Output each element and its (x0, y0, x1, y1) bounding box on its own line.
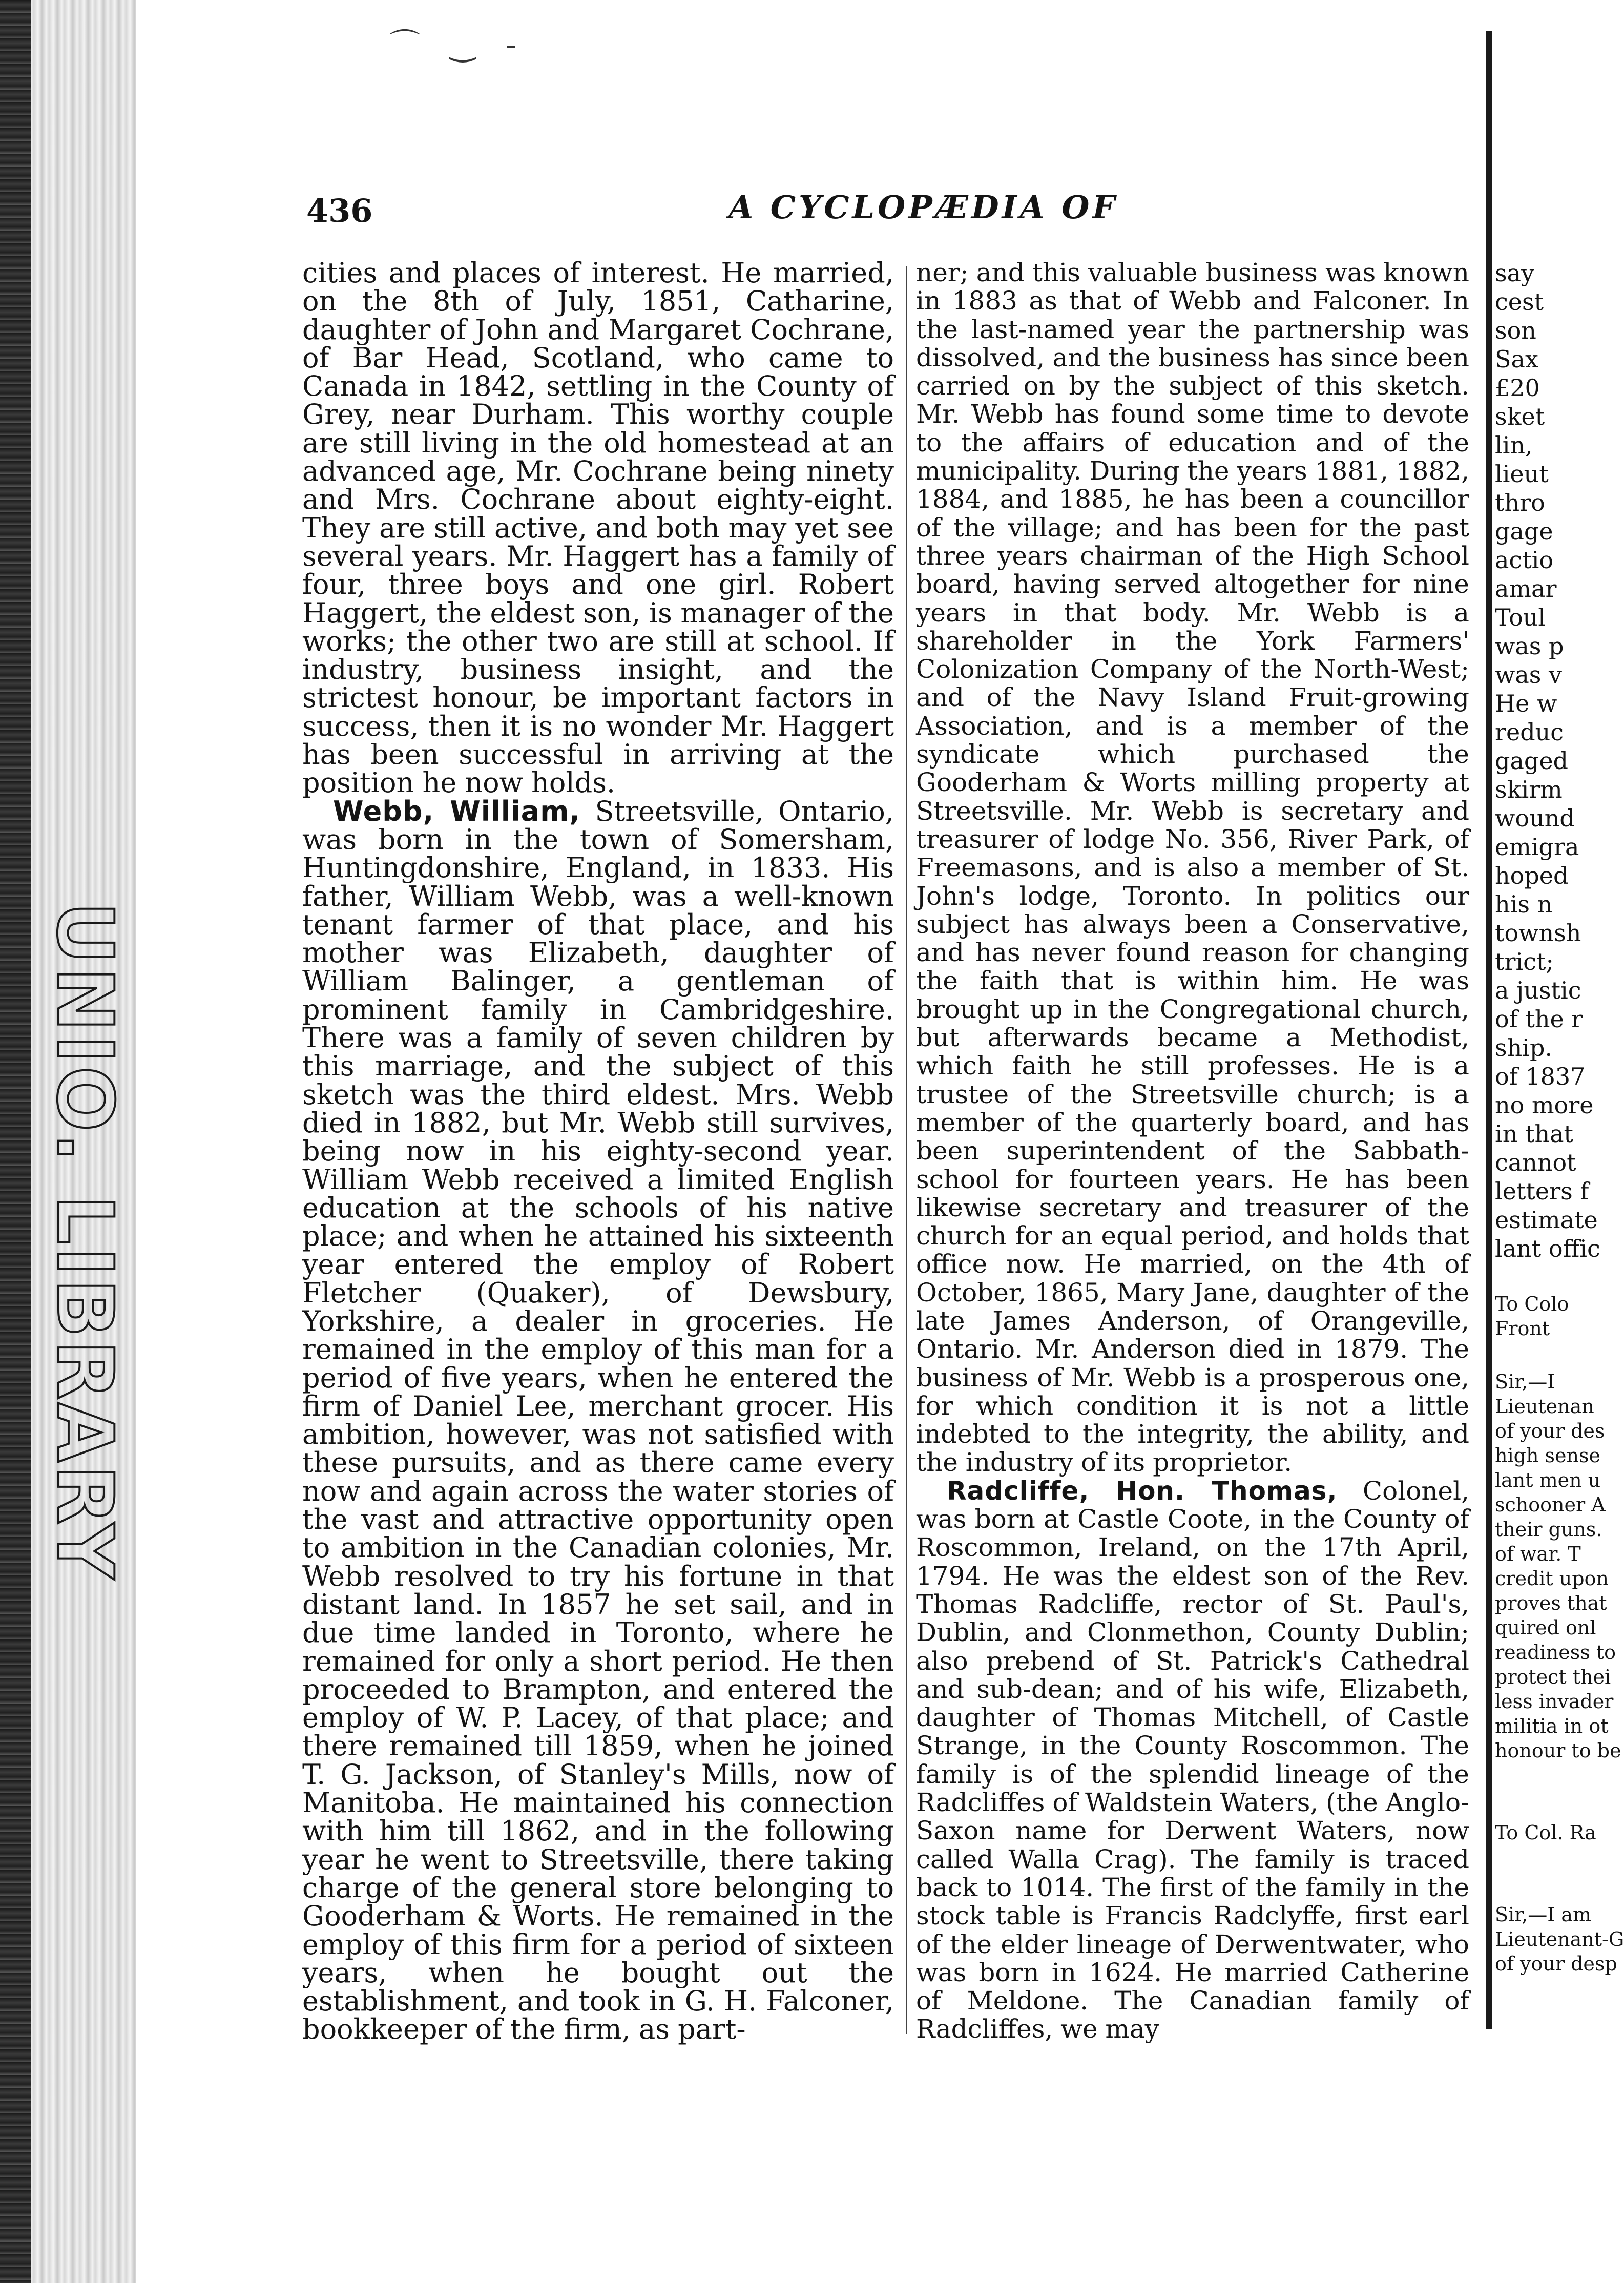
right-fragments-top (1495, 259, 1600, 1263)
text-fragment: less invader (1495, 1690, 1614, 1713)
text-fragment: quired onl (1495, 1616, 1596, 1639)
webb-entry (302, 797, 894, 2044)
middle-column (916, 259, 1469, 2044)
text-fragment: Lieutenant-G (1495, 1928, 1624, 1950)
page-edge-shadow (1486, 31, 1492, 2029)
text-fragment: lant offic (1495, 1235, 1600, 1262)
letter-heading: To Colo (1495, 1293, 1569, 1315)
running-head: A CYCLOPÆDIA OF (728, 189, 1118, 226)
text-fragment: of war. T (1495, 1543, 1581, 1565)
text-fragment: of the r (1495, 1005, 1583, 1033)
haggert-paragraph-end: cities and places of interest. He married, on the 8th of July, 1851, Catharine, daughter of John and Margaret Cochrane, of Bar Head, Scotland, who came to Canada in 1842, settling in the County of Grey, near Durham. This worthy couple are still living in the old homestead at an advanced age, Mr. Cochrane being ninety and Mrs. Cochrane about eighty-eight. They are still active, and both may yet see several years. Mr. Haggert has a family of four, three boys and one girl. Robert Haggert, the eldest son, is manager of the works; the other two are still at school. If industry, business insight, and the strictest honour, be important factors in success, then it is no wonder Mr. Haggert has been successful in arriving at the position he now holds. (302, 257, 894, 799)
text-fragment: credit upon (1495, 1567, 1609, 1590)
right-column-cropped (1495, 259, 1624, 1976)
text-fragment: was v (1495, 661, 1563, 689)
text-fragment: hoped (1495, 862, 1569, 889)
text-fragment: actio (1495, 546, 1554, 574)
text-fragment: thro (1495, 489, 1545, 516)
text-fragment: reduc (1495, 718, 1564, 746)
text-fragment: trict; (1495, 948, 1554, 976)
text-fragment: townsh (1495, 919, 1581, 947)
text-fragment: a justic (1495, 977, 1581, 1004)
text-fragment: cest (1495, 288, 1544, 316)
text-fragment: Sir,—I (1495, 1371, 1555, 1393)
radcliffe-entry-text: Colonel, was born at Castle Coote, in the County of Roscommon, Ireland, on the 17th April, 1794. He was the eldest son of the Rev. Thomas Radcliffe, rector of St. Paul's, Dublin, and Clonmethon, County Dublin; also prebend of St. Patrick's Cathedral and sub-dean; and of his wife, Elizabeth, daughter of Thomas Mitchell, of Castle Strange, in the County Roscommon. The family is of the splendid lineage of the Radcliffes of Waldstein Waters, (the Anglo-Saxon name for Derwent Waters, now called Walla Crag). The family is traced back to 1014. The first of the family in the stock table is Francis Radclyffe, first earl of the elder lineage of Derwentwater, who was born in 1624. He married Catherine of Meldone. The Canadian family of Radcliffes, we may (916, 1476, 1469, 2044)
library-stamp-text: UNIO. LIBRARY (40, 902, 129, 1582)
text-fragment: Sax (1495, 345, 1538, 373)
text-fragment: wound (1495, 804, 1575, 832)
left-column (302, 259, 894, 2044)
page-number: 436 (306, 192, 373, 230)
text-fragment: sket (1495, 403, 1545, 430)
text-fragment: was p (1495, 632, 1564, 660)
text-fragment: cannot (1495, 1149, 1576, 1176)
text-fragment: Lieutenan (1495, 1395, 1594, 1418)
text-fragment: his n (1495, 890, 1553, 918)
text-fragment: He w (1495, 690, 1557, 717)
text-fragment: of your desp (1495, 1953, 1617, 1975)
text-fragment: gaged (1495, 747, 1568, 775)
text-fragment: emigra (1495, 833, 1579, 861)
text-fragment: no more (1495, 1091, 1594, 1119)
column-divider (906, 266, 907, 2034)
text-fragment: lant men u (1495, 1469, 1601, 1491)
text-fragment: gage (1495, 517, 1553, 545)
text-fragment: skirm (1495, 776, 1563, 803)
text-fragment: high sense (1495, 1444, 1600, 1467)
text-fragment: honour to be (1495, 1739, 1621, 1762)
letter-heading: To Col. Ra (1495, 1821, 1596, 1844)
webb-entry-text: Streetsville, Ontario, was born in the town of Somersham, Huntingdonshire, England, in 1833. His father, William Webb, was a well-known tenant farmer of that place, and his mother was Elizabeth, daughter of William Balinger, a gentleman of prominent family in Cambridgeshire. There was a family of seven children by this marriage, and the subject of this sketch was the third eldest. Mrs. Webb died in 1882, but Mr. Webb still survives, being now in his eighty-second year. William Webb received a limited English education at the schools of his native place; and when he attained his sixteenth year entered the employ of Robert Fletcher (Quaker), of Dewsbury, Yorkshire, a dealer in groceries. He remained in the employ of this man for a period of five years, when he entered the firm of Daniel Lee, merchant grocer. His ambition, however, was not satisfied with these pursuits, and as there came every now and again across the water stories of the vast and attractive opportunity open to ambition in the Canadian colonies, Mr. Webb resolved to try his fortune in that distant land. In 1857 he set sail, and in due time landed in Toronto, where he remained for only a short period. He then proceeded to Brampton, and entered the employ of W. P. Lacey, of that place; and there remained till 1859, when he joined T. G. Jackson, of Stanley's Mills, now of Manitoba. He maintained his connection with him till 1862, and in the following year he went to Streetsville, there taking charge of the general store belonging to Gooderham & Worts. He remained in the employ of this firm for a period of sixteen years, when he bought out the establishment, and took in G. H. Falconer, bookkeeper of the firm, as part- (302, 795, 894, 2046)
text-fragment: estimate (1495, 1206, 1598, 1234)
entry-name-radcliffe: Radcliffe, Hon. Thomas, (947, 1476, 1338, 1506)
right-fragments-letter-2 (1495, 1902, 1624, 1976)
radcliffe-entry (916, 1477, 1469, 2044)
text-fragment: £20 (1495, 374, 1540, 402)
binding-shadow (0, 0, 31, 2283)
webb-entry-continuation: ner; and this valuable business was known in 1883 as that of Webb and Falconer. In the last-named year the partnership was dissolved, and the business has since been carried on by the subject of this sketch. Mr. Webb has found some time to devote to the affairs of education and of the municipality. During the years 1881, 1882, 1884, and 1885, he has been a councillor of the village; and has been for the past three years chairman of the High School board, having served altogether for nine years in that body. Mr. Webb is a shareholder in the York Farmers' Colonization Company of the North-West; and of the Navy Island Fruit-growing Association, and is a member of the syndicate which purchased the Gooderham & Worts milling property at Streetsville. Mr. Webb is secretary and treasurer of lodge No. 356, River Park, of Freemasons, and is also a member of St. John's lodge, Toronto. In politics our subject has always been a Conservative, and has never found reason for changing the faith that is within him. He was brought up in the Congregational church, but afterwards became a Methodist, which faith he still professes. He is a trustee of the Streetsville church; is a member of the quarterly board, and has been superintendent of the Sabbath-school for fourteen years. He has been likewise secretary and treasurer of the church for an equal period, and holds that office now. He married, on the 4th of October, 1865, Mary Jane, daughter of the late James Anderson, of Orangeville, Ontario. Mr. Anderson died in 1879. The business of Mr. Webb is a prosperous one, for which condition it is not a little indebted to the integrity, the ability, and the industry of its proprietor. (916, 258, 1469, 1478)
text-fragment: son (1495, 317, 1536, 344)
text-fragment: protect thei (1495, 1666, 1611, 1688)
text-fragment: Toul (1495, 604, 1546, 631)
entry-name-webb: Webb, William, (333, 795, 581, 827)
text-fragment: militia in ot (1495, 1715, 1609, 1737)
text-fragment: in that (1495, 1120, 1573, 1148)
text-fragment: their guns. (1495, 1518, 1602, 1541)
library-stamp (32, 902, 129, 1582)
text-fragment: lin, (1495, 431, 1533, 459)
text-fragment: say (1495, 259, 1535, 287)
text-fragment: of your des (1495, 1420, 1605, 1442)
text-fragment: lieut (1495, 460, 1549, 488)
text-fragment: of 1837 (1495, 1063, 1586, 1090)
text-fragment: readiness to (1495, 1641, 1616, 1664)
text-fragment: schooner A (1495, 1493, 1606, 1516)
letter-heading: Front (1495, 1317, 1550, 1340)
scan-marks: ⌒ ‿ ‐ (389, 27, 527, 63)
text-fragment: letters f (1495, 1177, 1589, 1205)
text-fragment: ship. (1495, 1034, 1553, 1062)
right-fragments-letter-1 (1495, 1369, 1621, 1763)
text-fragment: amar (1495, 575, 1557, 603)
text-fragment: Sir,—I am (1495, 1903, 1592, 1926)
text-fragment: proves that (1495, 1592, 1607, 1614)
